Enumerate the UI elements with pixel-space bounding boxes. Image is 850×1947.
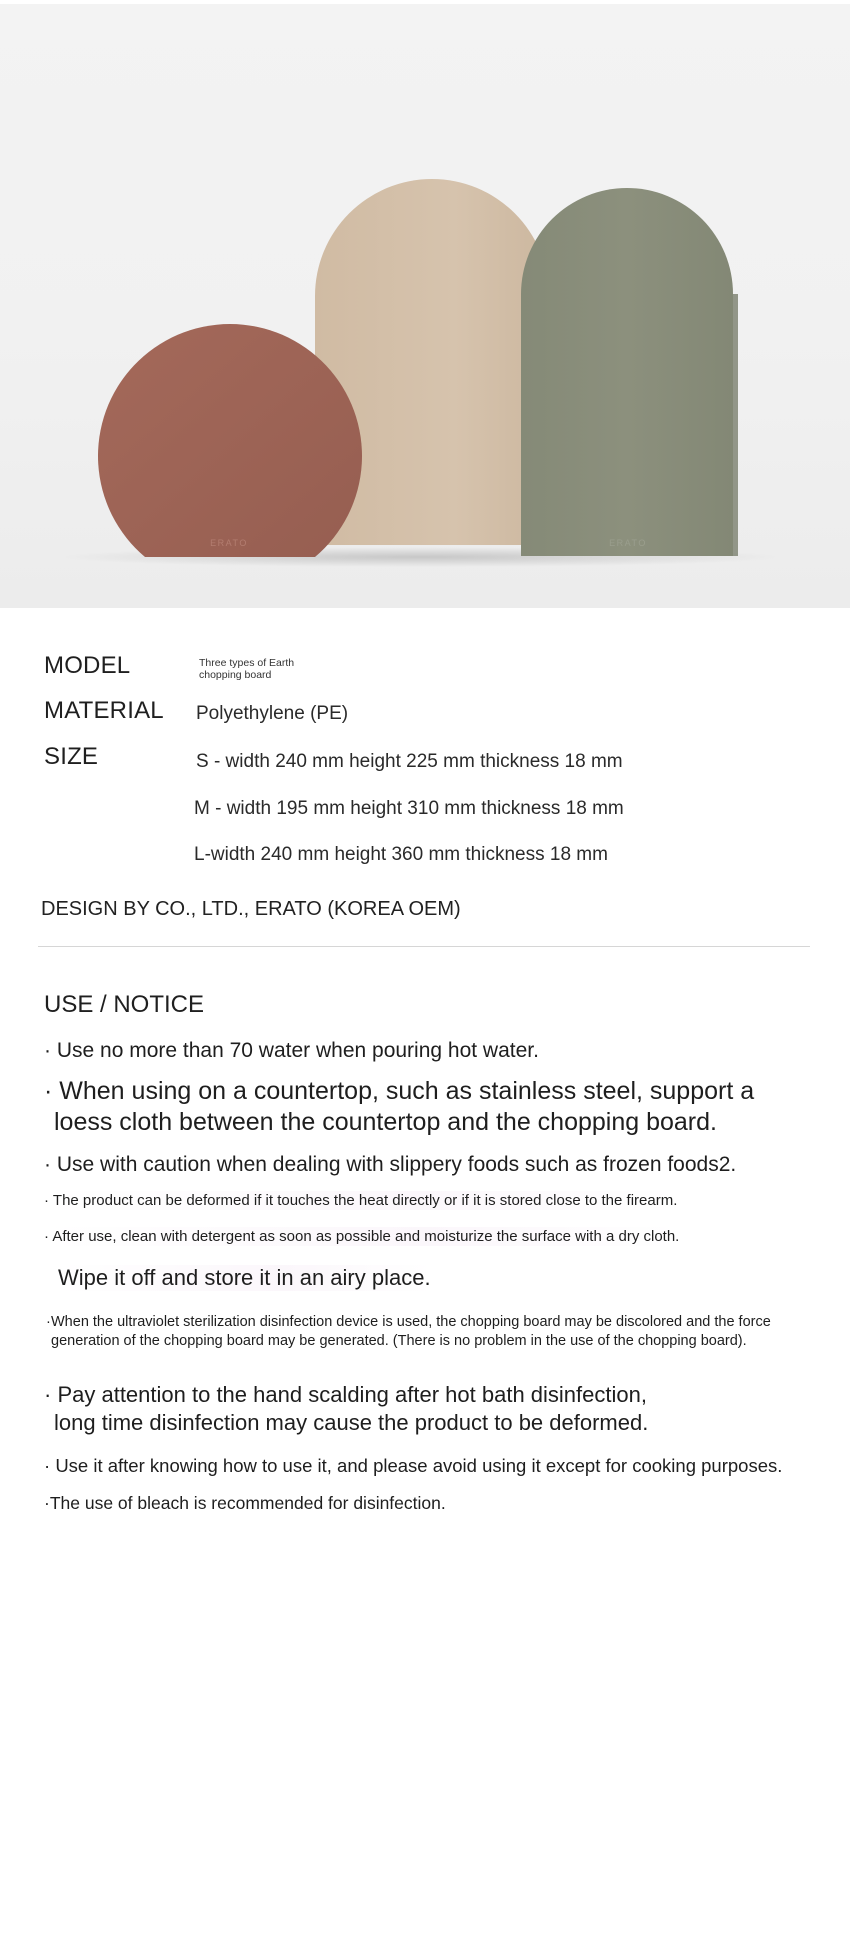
notice-item-text: Pay attention to the hand scalding after hot bath disinfection, <box>57 1382 647 1407</box>
size-value-s: S - width 240 mm height 225 mm thickness 18 mm <box>196 751 623 772</box>
bullet: · <box>44 1077 53 1105</box>
notice-item-continued: Wipe it off and store it in an airy place. <box>58 1265 431 1290</box>
size-value-m: M - width 195 mm height 310 mm thickness 18 mm <box>194 798 624 819</box>
bullet: · <box>44 1039 51 1062</box>
material-value: Polyethylene (PE) <box>196 703 349 724</box>
notice-item-text: When the ultraviolet sterilization disinfection device is used, the chopping board may be discolored and the force <box>51 1314 771 1330</box>
notice-item-continued: long time disinfection may cause the product to be deformed. <box>54 1410 649 1435</box>
arch-board-medium <box>521 188 738 556</box>
model-label: MODEL <box>44 652 131 679</box>
board-brand-mark: ERATO <box>210 538 248 548</box>
notice-item <box>44 1038 539 1064</box>
notice-item <box>44 1492 446 1514</box>
notice-item-text: Use with caution when dealing with slippery foods such as frozen foods2. <box>56 1153 737 1176</box>
bullet: · <box>44 1228 49 1245</box>
notice-item-continued: generation of the chopping board may be generated. (There is no problem in the use of the chopping board). <box>51 1333 747 1349</box>
bullet: · <box>44 1153 51 1176</box>
bullet: · <box>44 1192 49 1209</box>
notice-item-text: When using on a countertop, such as stainless steel, support a <box>59 1077 755 1105</box>
notice-item-text: The product can be deformed if it touches the heat directly or if it is stored close to the firearm. <box>52 1192 678 1209</box>
material-label: MATERIAL <box>44 697 164 724</box>
design-by-text: DESIGN BY CO., LTD., ERATO (KOREA OEM) <box>41 898 461 920</box>
product-photo <box>0 4 850 608</box>
notice-item-text: Use it after knowing how to use it, and please avoid using it except for cooking purposes. <box>55 1455 783 1476</box>
notice-item-text: After use, clean with detergent as soon as possible and moisturize the surface with a dry cloth. <box>52 1228 680 1245</box>
board-brand-mark: ERATO <box>609 538 647 548</box>
size-value-l: L-width 240 mm height 360 mm thickness 18 mm <box>194 844 608 865</box>
notice-item-text: Use no more than 70 water when pouring hot water. <box>56 1039 539 1062</box>
size-label: SIZE <box>44 743 99 770</box>
notice-item <box>44 1191 677 1210</box>
notice-item <box>44 1152 736 1178</box>
notice-item <box>44 1382 647 1408</box>
notice-item <box>44 1227 679 1246</box>
chopping-boards-illustration <box>0 4 850 608</box>
notice-item <box>44 1454 782 1477</box>
notice-item <box>44 1076 754 1107</box>
model-value: Three types of Earth chopping board <box>199 657 295 681</box>
bullet: · <box>44 1493 50 1513</box>
section-divider <box>38 946 810 947</box>
bullet: · <box>44 1382 52 1407</box>
notice-item-continued: loess cloth between the countertop and the chopping board. <box>54 1108 717 1136</box>
notice-item-text: The use of bleach is recommended for disinfection. <box>49 1493 446 1513</box>
bullet: · <box>44 1455 51 1476</box>
notice-title: USE / NOTICE <box>44 991 205 1018</box>
bullet: · <box>46 1314 51 1330</box>
